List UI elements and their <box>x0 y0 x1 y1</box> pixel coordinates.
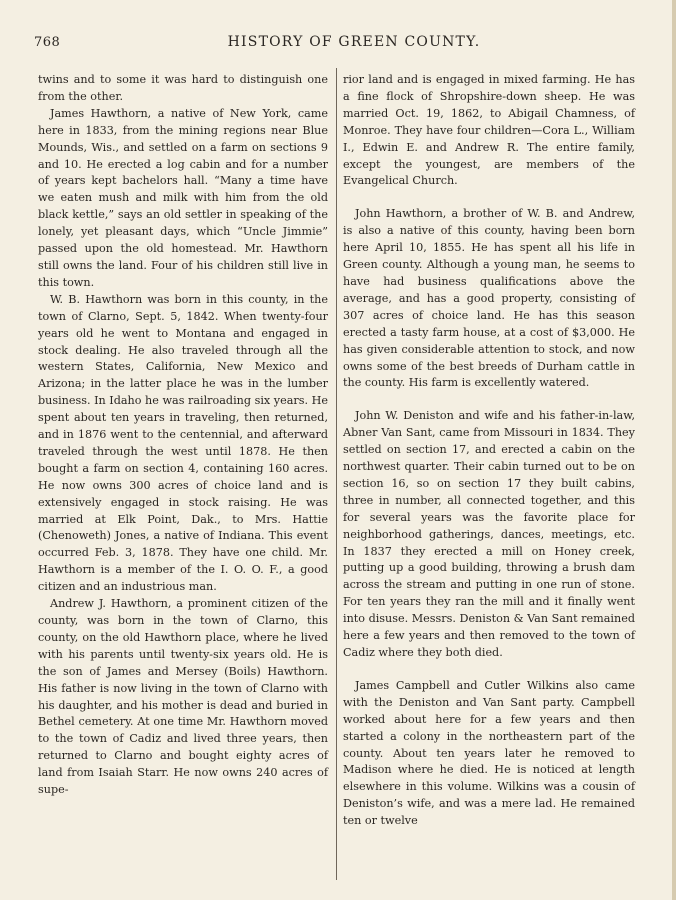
page-edge <box>672 0 676 900</box>
paragraph: Andrew J. Hawthorn, a prominent citizen of the county, was born in the town of Clarno, this county, on the old Hawthorn place, where he lived with his parents until twenty-six years old. He is the son of James and Mersey (Boils) Hawthorn. His father is now living in the town of Clarno with his daughter, and his mother is dead and buried in Bethel cemetery. At one time Mr. Hawthorn moved to the town of Cadiz and lived three years, then returned to Clarno and bought eighty acres of land from Isaiah Starr. He now owns 240 acres of supe- <box>38 597 328 797</box>
paragraph: rior land and is engaged in mixed farming. He has a fine flock of Shropshire-down sheep. He was married Oct. 19, 1862, to Abigail Chamness, of Monroe. They have four children—Cora L., William I., Edwin E. and Andrew R. The entire family, except the youngest, are members of the Evangelical Church. <box>343 73 635 188</box>
right-column <box>343 72 635 830</box>
page-number: 768 <box>34 35 61 50</box>
running-title: HISTORY OF GREEN COUNTY. <box>227 34 481 50</box>
paragraph: John W. Deniston and wife and his father-in-law, Abner Van Sant, came from Missouri in 1834. They settled on section 17, and erected a cabin on the northwest quarter. Their cabin turned out to be on section 16, so on section 17 they built cabins, three in number, all connected together, and this for several years was the favorite place for neighborhood gatherings, dances, meetings, etc. In 1837 they erected a mill on Honey creek, putting up a good building, throwing a brush dam across the stream and putting in one run of stone. For ten years they ran the mill and it finally went into disuse. Messrs. Deniston & Van Sant remained here a few years and then removed to the town of Cadiz where they both died. <box>343 409 635 659</box>
left-column <box>38 72 328 799</box>
paragraph: John Hawthorn, a brother of W. B. and Andrew, is also a native of this county, having been born here April 10, 1855. He has spent all his life in Green county. Although a young man, he seems to have had business qualifications above the average, and has a good property, consisting of 307 acres of choice land. He has this season erected a tasty farm house, at a cost of $3,000. He has given considerable attention to stock, and now owns some of the best breeds of Durham cattle in the county. His farm is excellently watered. <box>343 207 635 390</box>
paragraph: James Hawthorn, a native of New York, came here in 1833, from the mining regions near Blue Mounds, Wis., and settled on a farm on sections 9 and 10. He erected a log cabin and for a number of years kept bachelors hall. “Many a time have we eaten mush and milk with him from the old black kettle,” says an old settler in speaking of the lonely, yet pleasant days, which “Uncle Jimmie” passed upon the old homestead. Mr. Hawthorn still owns the land. Four of his children still live in this town. <box>38 106 328 289</box>
paragraph: W. B. Hawthorn was born in this county, in the town of Clarno, Sept. 5, 1842. When twenty-four years old he went to Montana and engaged in stock dealing. He also traveled through all the western States, California, New Mexico and Arizona; in the latter place he was in the lumber business. In Idaho he was railroading six years. He spent about ten years in traveling, then returned, and in 1876 went to the centennial, and afterward traveled through the west until 1878. He then bought a farm on section 4, containing 160 acres. He now owns 300 acres of choice land and is extensively engaged in stock raising. He was married at Elk Point, Dak., to Mrs. Hattie (Chenoweth) Jones, a native of Indiana. This event occurred Feb. 3, 1878. They have one child. Mr. Hawthorn is a member of the I. O. O. F., a good citizen and an industrious man. <box>38 292 328 594</box>
column-divider <box>336 68 337 880</box>
paragraph: twins and to some it was hard to distinguish one from the other. <box>38 73 328 103</box>
paragraph: James Campbell and Cutler Wilkins also came with the Deniston and Van Sant party. Campbell worked about here for a few years and then started a colony in the northeastern part of the county. About ten years later he removed to Madison where he died. He is noticed at length elsewhere in this volume. Wilkins was a cousin of Deniston’s wife, and was a mere lad. He remained ten or twelve <box>343 678 635 828</box>
